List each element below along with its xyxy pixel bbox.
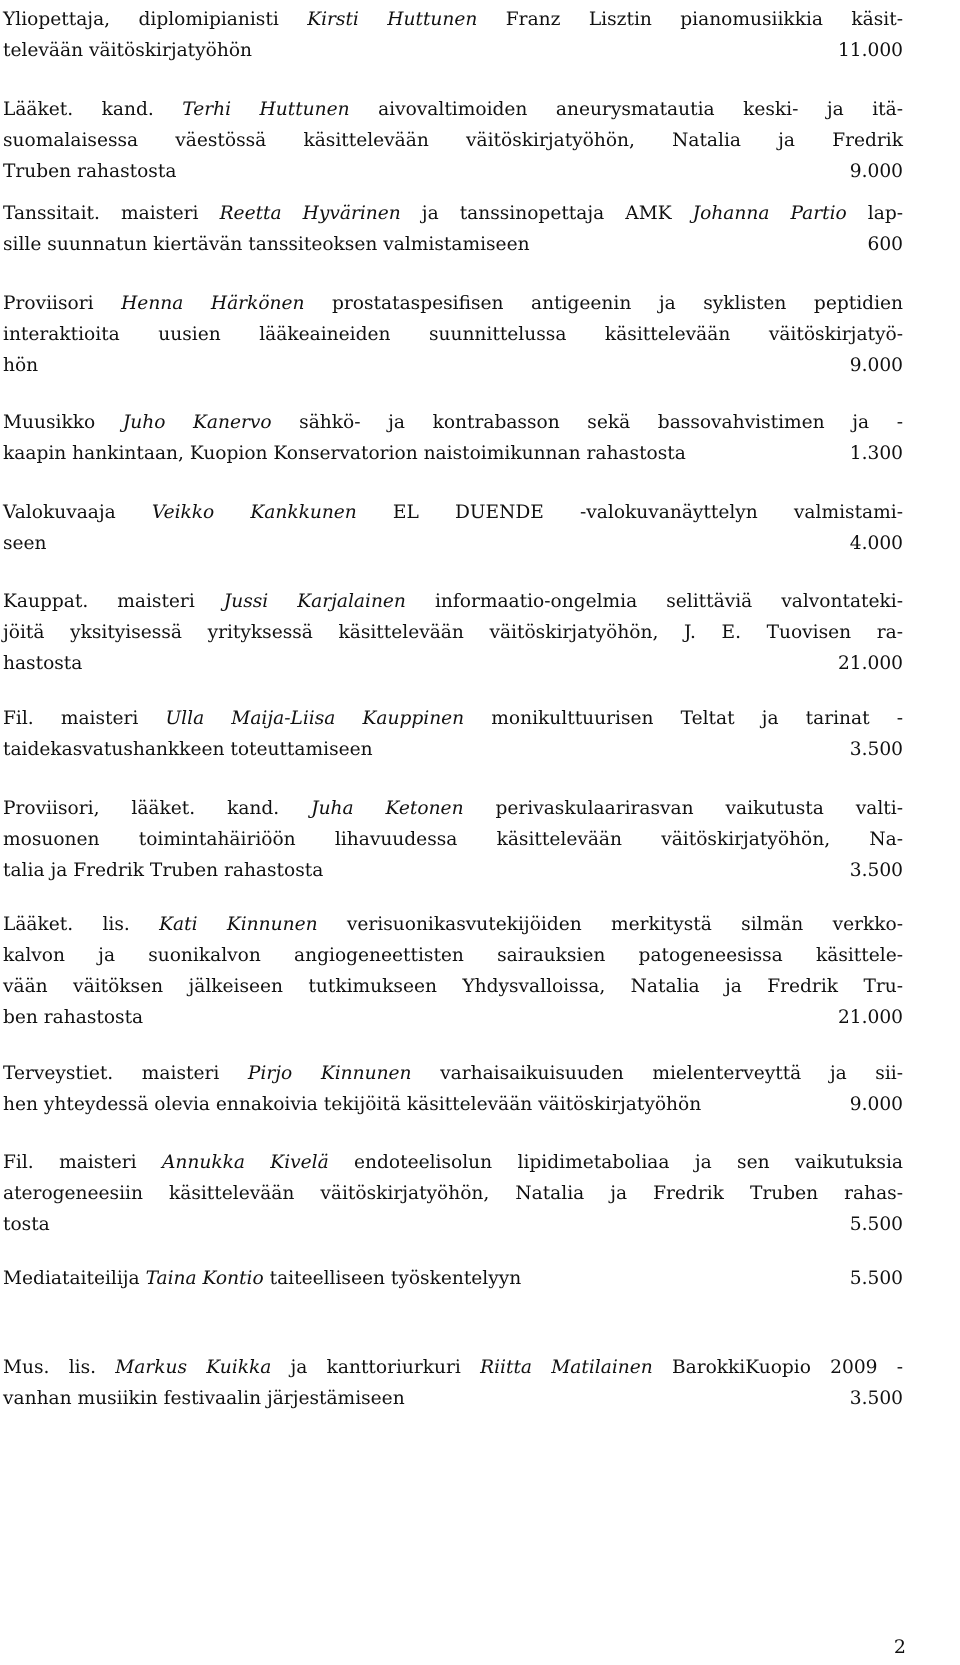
grant-text-line bbox=[3, 648, 903, 679]
text-segment: ja kanttoriurkuri bbox=[271, 1357, 481, 1378]
grant-text-line bbox=[3, 497, 903, 528]
grant-text bbox=[3, 438, 686, 469]
text-segment: Tanssitait. maisteri bbox=[3, 203, 220, 224]
grant-amount: 5.500 bbox=[849, 1214, 903, 1235]
grant-text-line bbox=[3, 1147, 903, 1178]
text-segment: endoteelisolun lipidimetaboliaa ja sen vaikutuksia bbox=[328, 1152, 903, 1173]
text-segment: Mus. lis. bbox=[3, 1357, 116, 1378]
text-segment: ben rahastosta bbox=[3, 1007, 144, 1028]
grant-entry bbox=[3, 703, 903, 765]
grant-text-line bbox=[3, 319, 903, 350]
grant-text-line bbox=[3, 940, 903, 971]
grant-amount: 9.000 bbox=[849, 1094, 903, 1115]
grant-amount: 3.500 bbox=[849, 1388, 903, 1409]
grant-entry bbox=[3, 1058, 903, 1120]
grant-text bbox=[3, 130, 903, 151]
text-segment: monikulttuurisen Teltat ja tarinat - bbox=[464, 708, 904, 729]
text-segment: BarokkiKuopio 2009 - bbox=[652, 1357, 904, 1378]
text-segment: Kauppat. maisteri bbox=[3, 591, 224, 612]
grant-text bbox=[3, 1152, 903, 1173]
grant-text-line bbox=[3, 1352, 903, 1383]
recipient-name: Johanna Partio bbox=[692, 203, 847, 224]
grant-text-line bbox=[3, 438, 903, 469]
grant-text-line bbox=[3, 1178, 903, 1209]
grant-amount: 1.300 bbox=[849, 443, 903, 464]
recipient-name: Kati Kinnunen bbox=[159, 914, 318, 935]
grant-text bbox=[3, 156, 176, 187]
text-segment: interaktioita uusien lääkeaineiden suunnittelussa käsittelevään väitöskirjatyö- bbox=[3, 324, 903, 345]
grant-text-line bbox=[3, 1263, 903, 1294]
text-segment: Lääket. kand. bbox=[3, 99, 183, 120]
grant-entry bbox=[3, 793, 903, 886]
grant-text-line bbox=[3, 909, 903, 940]
grant-text-line bbox=[3, 156, 903, 187]
grant-entry bbox=[3, 1352, 903, 1414]
text-segment: Fil. maisteri bbox=[3, 1152, 162, 1173]
recipient-name: Taina Kontio bbox=[145, 1268, 264, 1289]
recipient-name: Veikko Kankkunen bbox=[151, 502, 357, 523]
grant-text-line bbox=[3, 971, 903, 1002]
text-segment: kaapin hankintaan, Kuopion Konservatorion naistoimikunnan rahastosta bbox=[3, 443, 686, 464]
grant-entry bbox=[3, 407, 903, 469]
text-segment: ja tanssinopettaja AMK bbox=[400, 203, 693, 224]
text-segment: sähkö- ja kontrabasson sekä bassovahvistimen ja - bbox=[271, 412, 903, 433]
recipient-name: Pirjo Kinnunen bbox=[247, 1063, 412, 1084]
text-segment: vään väitöksen jälkeiseen tutkimukseen Yhdysvalloissa, Natalia ja Fredrik Tru- bbox=[3, 976, 903, 997]
page-number: 2 bbox=[893, 1636, 906, 1658]
grant-text bbox=[3, 1383, 405, 1414]
grant-text-line bbox=[3, 288, 903, 319]
grant-text bbox=[3, 976, 903, 997]
recipient-name: Juho Kanervo bbox=[122, 412, 272, 433]
grant-text bbox=[3, 914, 903, 935]
grant-text bbox=[3, 412, 903, 433]
text-segment: tosta bbox=[3, 1214, 50, 1235]
recipient-name: Kirsti Huttunen bbox=[307, 9, 478, 30]
text-segment: lap- bbox=[846, 203, 903, 224]
text-segment: sille suunnatun kiertävän tanssiteoksen valmistamiseen bbox=[3, 234, 530, 255]
text-segment: Fil. maisteri bbox=[3, 708, 166, 729]
grant-text-line bbox=[3, 793, 903, 824]
text-segment: mosuonen toimintahäiriöön lihavuudessa käsittelevään väitöskirjatyöhön, Na- bbox=[3, 829, 903, 850]
grant-text bbox=[3, 591, 903, 612]
grant-amount: 9.000 bbox=[849, 355, 903, 376]
grant-text bbox=[3, 324, 903, 345]
grant-text-line bbox=[3, 1058, 903, 1089]
text-segment: Valokuvaaja bbox=[3, 502, 152, 523]
text-segment: televään väitöskirjatyöhön bbox=[3, 40, 253, 61]
grant-text-line bbox=[3, 94, 903, 125]
grant-text-line bbox=[3, 350, 903, 381]
text-segment: informaatio-ongelmia selittäviä valvontateki- bbox=[405, 591, 903, 612]
grant-text-line bbox=[3, 703, 903, 734]
grant-text bbox=[3, 203, 903, 224]
grant-entry bbox=[3, 497, 903, 559]
text-segment: jöitä yksityisessä yrityksessä käsittelevään väitöskirjatyöhön, J. E. Tuovisen ra- bbox=[3, 622, 903, 643]
recipient-name: Reetta Hyvärinen bbox=[219, 203, 401, 224]
text-segment: Terveystiet. maisteri bbox=[3, 1063, 248, 1084]
grant-amount: 5.500 bbox=[849, 1268, 903, 1289]
grant-text bbox=[3, 99, 903, 120]
grant-amount: 600 bbox=[867, 234, 903, 255]
grant-amount: 9.000 bbox=[849, 161, 903, 182]
text-segment: Yliopettaja, diplomipianisti bbox=[3, 9, 308, 30]
grant-text bbox=[3, 502, 903, 523]
text-segment: taiteelliseen työskentelyyn bbox=[263, 1268, 522, 1289]
grant-text bbox=[3, 1089, 701, 1120]
grant-text-line bbox=[3, 229, 903, 260]
recipient-name: Jussi Karjalainen bbox=[223, 591, 406, 612]
recipient-name: Riitta Matilainen bbox=[480, 1357, 653, 1378]
text-segment: Muusikko bbox=[3, 412, 123, 433]
grant-text-line bbox=[3, 125, 903, 156]
grant-text-line bbox=[3, 198, 903, 229]
grant-amount: 21.000 bbox=[837, 653, 903, 674]
grant-text bbox=[3, 1063, 903, 1084]
text-segment: aivovaltimoiden aneurysmatautia keski- ja itä- bbox=[349, 99, 903, 120]
grant-text bbox=[3, 1209, 50, 1240]
grant-text bbox=[3, 528, 47, 559]
grant-entry bbox=[3, 586, 903, 679]
grant-entry bbox=[3, 198, 903, 260]
text-segment: hastosta bbox=[3, 653, 83, 674]
grant-text bbox=[3, 1357, 903, 1378]
text-segment: talia ja Fredrik Truben rahastosta bbox=[3, 860, 324, 881]
grant-text-line bbox=[3, 1383, 903, 1414]
grant-text bbox=[3, 1263, 521, 1294]
text-segment: Proviisori bbox=[3, 293, 122, 314]
text-segment: Lääket. lis. bbox=[3, 914, 160, 935]
text-segment: aterogeneesiin käsittelevään väitöskirjatyöhön, Natalia ja Fredrik Truben rahas- bbox=[3, 1183, 903, 1204]
text-segment: Proviisori, lääket. kand. bbox=[3, 798, 312, 819]
grant-text bbox=[3, 829, 903, 850]
text-segment: perivaskulaarirasvan vaikutusta valti- bbox=[463, 798, 903, 819]
grant-entry bbox=[3, 4, 903, 66]
grant-amount: 11.000 bbox=[837, 40, 903, 61]
recipient-name: Henna Härkönen bbox=[121, 293, 305, 314]
grant-entry bbox=[3, 1147, 903, 1240]
text-segment: prostataspesifisen antigeenin ja syklisten peptidien bbox=[304, 293, 903, 314]
grant-entry bbox=[3, 909, 903, 1033]
grant-text-line bbox=[3, 734, 903, 765]
text-segment: seen bbox=[3, 533, 47, 554]
grant-text-line bbox=[3, 855, 903, 886]
grant-text-line bbox=[3, 617, 903, 648]
grant-text-line bbox=[3, 1089, 903, 1120]
text-segment: hen yhteydessä olevia ennakoivia tekijöitä käsittelevään väitöskirjatyöhön bbox=[3, 1094, 702, 1115]
grant-entry bbox=[3, 94, 903, 187]
grant-text-line bbox=[3, 586, 903, 617]
text-segment: taidekasvatushankkeen toteuttamiseen bbox=[3, 739, 373, 760]
recipient-name: Markus Kuikka bbox=[115, 1357, 272, 1378]
recipient-name: Juha Ketonen bbox=[311, 798, 464, 819]
grant-text bbox=[3, 708, 903, 729]
grant-text bbox=[3, 1183, 903, 1204]
text-segment: suomalaisessa väestössä käsittelevään väitöskirjatyöhön, Natalia ja Fredrik bbox=[3, 130, 903, 151]
text-segment: varhaisaikuisuuden mielenterveyttä ja sii- bbox=[411, 1063, 904, 1084]
grant-text bbox=[3, 9, 903, 30]
grant-text-line bbox=[3, 1002, 903, 1033]
grant-text-line bbox=[3, 407, 903, 438]
grant-text bbox=[3, 622, 903, 643]
text-segment: Franz Lisztin pianomusiikkia käsit- bbox=[477, 9, 903, 30]
grant-text bbox=[3, 945, 903, 966]
grant-amount: 3.500 bbox=[849, 739, 903, 760]
grant-text-line bbox=[3, 528, 903, 559]
grant-text bbox=[3, 798, 903, 819]
grant-text-line bbox=[3, 1209, 903, 1240]
text-segment: vanhan musiikin festivaalin järjestämiseen bbox=[3, 1388, 405, 1409]
text-segment: EL DUENDE -valokuvanäyttelyn valmistami- bbox=[356, 502, 903, 523]
grant-text bbox=[3, 734, 373, 765]
grant-amount: 21.000 bbox=[837, 1007, 903, 1028]
recipient-name: Ulla Maija-Liisa Kauppinen bbox=[165, 708, 465, 729]
grant-amount: 4.000 bbox=[849, 533, 903, 554]
grant-text bbox=[3, 1002, 143, 1033]
recipient-name: Terhi Huttunen bbox=[182, 99, 350, 120]
grant-text bbox=[3, 648, 82, 679]
text-segment: kalvon ja suonikalvon angiogeneettisten sairauksien patogeneesissa käsittele- bbox=[3, 945, 903, 966]
text-segment: verisuonikasvutekijöiden merkitystä silmän verkko- bbox=[317, 914, 903, 935]
grant-text bbox=[3, 35, 252, 66]
text-segment: Truben rahastosta bbox=[3, 161, 177, 182]
grant-text bbox=[3, 350, 38, 381]
text-segment: Mediataiteilija bbox=[3, 1268, 146, 1289]
grant-text-line bbox=[3, 35, 903, 66]
recipient-name: Annukka Kivelä bbox=[161, 1152, 329, 1173]
grant-amount: 3.500 bbox=[849, 860, 903, 881]
grant-entry bbox=[3, 1263, 903, 1294]
grant-text bbox=[3, 293, 903, 314]
grant-entry bbox=[3, 288, 903, 381]
grant-text bbox=[3, 229, 530, 260]
text-segment: hön bbox=[3, 355, 39, 376]
grant-text-line bbox=[3, 824, 903, 855]
grant-text bbox=[3, 855, 323, 886]
grant-text-line bbox=[3, 4, 903, 35]
